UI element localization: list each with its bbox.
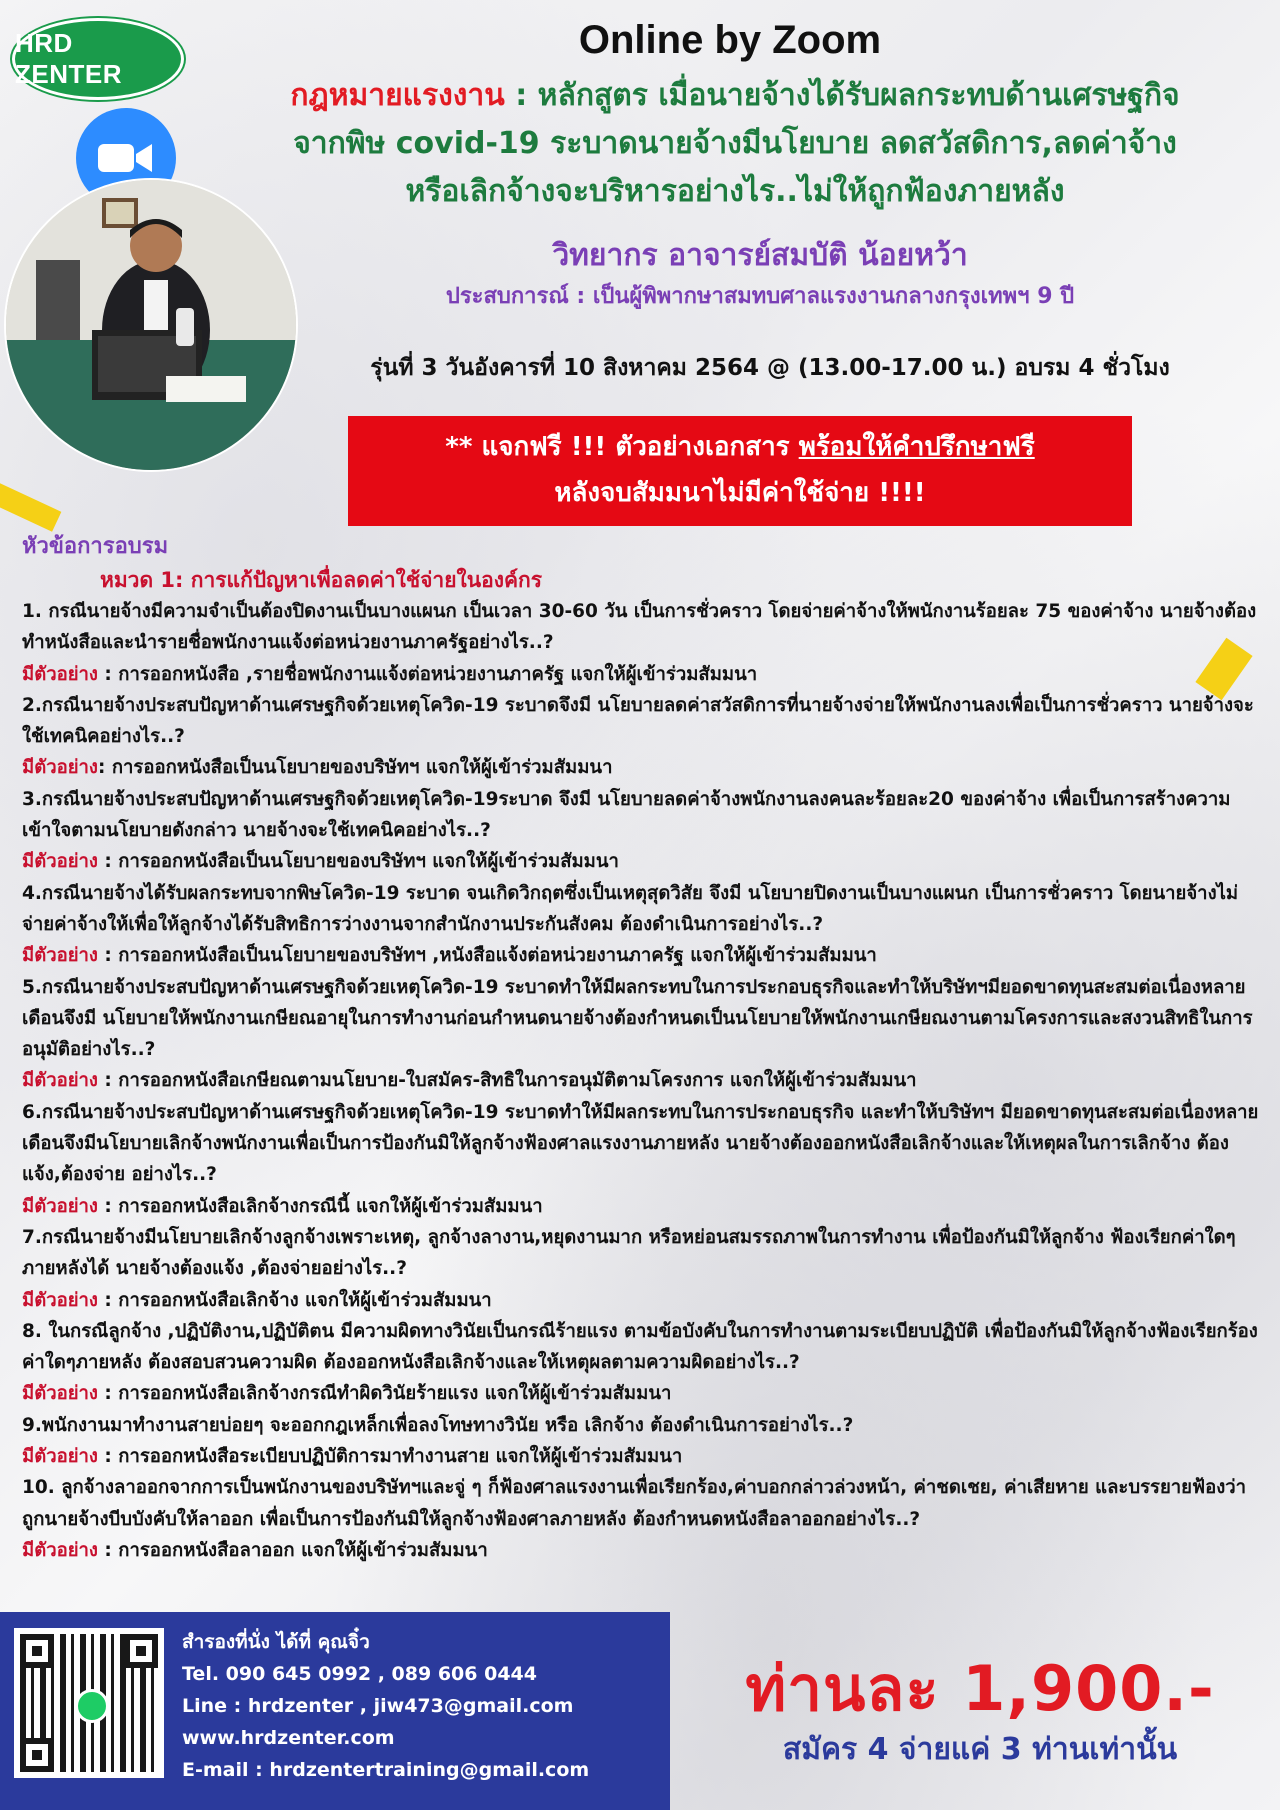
contact-phone[interactable]: Tel. 090 645 0992 , 089 606 0444 xyxy=(182,1663,537,1685)
contact-reserve: สำรองที่นั่ง ได้ที่ คุณจิ๋ว xyxy=(182,1631,370,1653)
course-line-3: หรือเลิกจ้างจะบริหารอย่างไร..ไม่ให้ถูกฟ้องภายหลัง xyxy=(405,174,1065,209)
price-label: ท่านละ 1,900.- xyxy=(745,1652,1215,1725)
course-line-1 xyxy=(200,72,1270,120)
qr-finder xyxy=(20,1738,54,1772)
session-info: รุ่นที่ 3 วันอังคารที่ 10 สิงหาคม 2564 @ (13.00-17.00 น.) อบรม 4 ชั่วโมง xyxy=(370,355,1170,381)
topic-item: 6.กรณีนายจ้างประสบปัญหาด้านเศรษฐกิจด้วยเหตุโควิด-19 ระบาดทำให้มีผลกระทบในการประกอบธุรกิจ และทำให้บริษัทฯ มียอดขาดทุนสะสมต่อเนื่องหลายเดือนจึงมีนโยบายเลิกจ้างพนักงานเพื่อเป็นการป้องกันมิให้ลูกจ้างฟ้องศาลแรงงานภายหลัง นายจ้างต้องออกหนังสือเลิกจ้างและให้เหตุผลในการเลิกจ้าง ต้องแจ้ง,ต้องจ่าย อย่างไร..? xyxy=(22,1101,1259,1186)
example-text: : การออกหนังสือระเบียบปฏิบัติการมาทำงานสาย แจกให้ผู้เข้าร่วมสัมมนา xyxy=(97,1446,683,1468)
logo-text: HRD ZENTER xyxy=(15,28,122,89)
course-line-1-text: : หลักสูตร เมื่อนายจ้างได้รับผลกระทบด้านเศรษฐกิจ xyxy=(504,78,1180,113)
free-offer-line-1 xyxy=(348,424,1132,470)
contact-email[interactable]: E-mail : hrdzentertraining@gmail.com xyxy=(182,1759,590,1781)
free-offer-banner xyxy=(348,416,1132,526)
free-offer-line-2: หลังจบสัมมนาไม่มีค่าใช้จ่าย !!!! xyxy=(554,478,926,508)
example-label: มีตัวอย่าง xyxy=(22,851,98,873)
group-promotion: สมัคร 4 จ่ายแค่ 3 ท่านเท่านั้น xyxy=(782,1732,1178,1767)
topic-item: 4.กรณีนายจ้างได้รับผลกระทบจากพิษโควิด-19 ระบาด จนเกิดวิกฤตซึ่งเป็นเหตุสุดวิสัย จึงมี นโยบายปิดงานเป็นบางแผนก เป็นการชั่วคราว โดยนายจ้างไม่จ่ายค่าจ้างให้เพื่อให้ลูกจ้างได้รับสิทธิการว่างงานจากสำนักงานประกันสังคม ต้องดำเนินการอย่างไร..? xyxy=(22,882,1239,935)
example-text: : การออกหนังสือเลิกจ้างกรณีทำผิดวินัยร้ายแรง แจกให้ผู้เข้าร่วมสัมมนา xyxy=(97,1383,672,1405)
example-text: : การออกหนังสือลาออก แจกให้ผู้เข้าร่วมสัมมนา xyxy=(97,1539,488,1561)
yellow-decoration xyxy=(0,482,61,532)
law-label: กฎหมายแรงงาน xyxy=(290,78,505,113)
example-label: มีตัวอย่าง xyxy=(22,663,98,685)
topic-example xyxy=(22,1378,1262,1409)
speaker-photo xyxy=(4,178,298,472)
qr-code[interactable] xyxy=(14,1628,164,1778)
speaker-experience: ประสบการณ์ : เป็นผู้พิพากษาสมทบศาลแรงงานกลางกรุงเทพฯ 9 ปี xyxy=(445,284,1075,309)
example-label: มีตัวอย่าง xyxy=(22,1195,98,1217)
topic-example xyxy=(22,846,1262,877)
contact-website[interactable]: www.hrdzenter.com xyxy=(182,1727,395,1749)
topics-heading: หัวข้อการอบรม xyxy=(22,534,169,559)
topic-example xyxy=(22,1191,1262,1222)
example-label: มีตัวอย่าง xyxy=(22,945,98,967)
topic-example xyxy=(22,1535,1262,1566)
page-title: Online by Zoom xyxy=(578,18,882,62)
qr-finder xyxy=(124,1634,158,1668)
topic-item: 5.กรณีนายจ้างประสบปัญหาด้านเศรษฐกิจด้วยเหตุโควิด-19 ระบาดทำให้มีผลกระทบในการประกอบธุรกิจและทำให้บริษัทฯมียอดขาดทุนสะสมต่อเนื่องหลายเดือนจึงมี นโยบายให้พนักงานเกษียณอายุในการทำงานก่อนกำหนดนายจ้างต้องกำหนดเป็นนโยบายให้พนักงานเกษียณงานตามโครงการและสงวนสิทธิในการอนุมัติอย่างไร..? xyxy=(22,976,1253,1061)
topic-item: 8. ในกรณีลูกจ้าง ,ปฏิบัติงาน,ปฏิบัติตน มีความผิดทางวินัยเป็นกรณีร้ายแรง ตามข้อบังคับในการทำงานตามระเบียบปฏิบัติ เพื่อป้องกันมิให้ลูกจ้างฟ้องเรียกร้องค่าใดๆภายหลัง ต้องสอบสวนความผิด ต้องออกหนังสือเลิกจ้างและให้เหตุผลตามความผิดอย่างไร..? xyxy=(22,1320,1258,1374)
contact-info xyxy=(182,1626,662,1786)
example-label: มีตัวอย่าง xyxy=(22,1539,98,1561)
topic-item: 9.พนักงานมาทำงานสายบ่อยๆ จะออกกฎเหล็กเพื่อลงโทษทางวินัย หรือ เลิกจ้าง ต้องดำเนินการอย่างไร..? xyxy=(22,1414,854,1436)
topic-example xyxy=(22,659,1262,690)
example-label: มีตัวอย่าง xyxy=(22,1070,98,1092)
example-text: : การออกหนังสือเลิกจ้าง แจกให้ผู้เข้าร่วมสัมมนา xyxy=(97,1289,492,1311)
free-offer-text: ** แจกฟรี !!! ตัวอย่างเอกสาร xyxy=(445,432,799,462)
example-label: มีตัวอย่าง xyxy=(22,1289,98,1311)
topic-item: 2.กรณีนายจ้างประสบปัญหาด้านเศรษฐกิจด้วยเหตุโควิด-19 ระบาดจึงมี นโยบายลดค่าสวัสดิการที่นายจ้างจ่ายให้พนักงานลงเพื่อเป็นการชั่วคราว นายจ้างจะใช้เทคนิคอย่างไร..? xyxy=(22,694,1254,748)
example-label: มีตัวอย่าง xyxy=(22,1446,98,1468)
speaker-name: วิทยากร อาจารย์สมบัติ น้อยหว้า xyxy=(552,238,968,273)
topic-example xyxy=(22,1065,1262,1096)
topic-item: 1. กรณีนายจ้างมีความจำเป็นต้องปิดงานเป็นบางแผนก เป็นเวลา 30-60 วัน เป็นการชั่วคราว โดยจ่ายค่าจ้างให้พนักงานร้อยละ 75 ของค่าจ้าง นายจ้างต้องทำหนังสือและนำรายชื่อพนักงานแจ้งต่อหน่วยงานภาครัฐอย่างไร..? xyxy=(22,601,1257,654)
topic-item: 7.กรณีนายจ้างมีนโยบายเลิกจ้างลูกจ้างเพราะเหตุ, ลูกจ้างลางาน,หยุดงานมาก หรือหย่อนสมรรถภาพในการทำงาน เพื่อป้องกันมิให้ลูกจ้าง ฟ้องเรียกค่าใดๆภายหลังได้ นายจ้างต้องแจ้ง ,ต้องจ่ายอย่างไร..? xyxy=(22,1226,1236,1280)
category-heading: หมวด 1: การแก้ปัญหาเพื่อลดค่าใช้จ่ายในองค์กร xyxy=(100,568,543,592)
topic-example xyxy=(22,1441,1262,1472)
example-label: มีตัวอย่าง xyxy=(22,757,98,779)
topic-item: 3.กรณีนายจ้างประสบปัญหาด้านเศรษฐกิจด้วยเหตุโควิด-19ระบาด จึงมี นโยบายลดค่าจ้างพนักงานลงคนละร้อยละ20 ของค่าจ้าง เพื่อเป็นการสร้างความเข้าใจตามนโยบายดังกล่าว นายจ้างจะใช้เทคนิคอย่างไร..? xyxy=(22,788,1231,842)
example-text: : การออกหนังสือเป็นนโยบายของบริษัทฯ ,หนังสือแจ้งต่อหน่วยงานภาครัฐ แจกให้ผู้เข้าร่วมสัมมนา xyxy=(97,945,877,967)
example-text: : การออกหนังสือเป็นนโยบายของบริษัทฯ แจกให้ผู้เข้าร่วมสัมมนา xyxy=(97,851,619,873)
topic-list xyxy=(22,596,1262,1566)
line-app-icon xyxy=(75,1689,109,1723)
example-text: : การออกหนังสือเลิกจ้างกรณีนี้ แจกให้ผู้เข้าร่วมสัมมนา xyxy=(97,1195,543,1217)
topic-example xyxy=(22,752,1262,783)
course-headline xyxy=(200,72,1270,216)
free-consult-text: พร้อมให้คำปรึกษาฟรี xyxy=(798,432,1035,462)
topic-item: 10. ลูกจ้างลาออกจากการเป็นพนักงานของบริษัทฯและจู่ ๆ ก็ฟ้องศาลแรงงานเพื่อเรียกร้อง,ค่าบอกกล่าวล่วงหน้า, ค่าชดเชย, ค่าเสียหาย และบรรยายฟ้องว่าถูกนายจ้างบีบบังคับให้ลาออก เพื่อเป็นการป้องกันมิให้ลูกจ้างฟ้องศาลภายหลัง ต้องกำหนดหนังสือลาออกอย่างไร..? xyxy=(22,1477,1247,1530)
topic-example xyxy=(22,940,1262,971)
qr-pattern xyxy=(20,1634,158,1772)
example-text: : การออกหนังสือเกษียณตามนโยบาย-ใบสมัคร-สิทธิในการอนุมัติตามโครงการ แจกให้ผู้เข้าร่วมสัมมนา xyxy=(97,1070,917,1092)
example-text: : การออกหนังสือเป็นนโยบายของบริษัทฯ แจกให้ผู้เข้าร่วมสัมมนา xyxy=(97,757,613,779)
qr-finder xyxy=(20,1634,54,1668)
example-label: มีตัวอย่าง xyxy=(22,1383,98,1405)
topic-example xyxy=(22,1285,1262,1316)
course-line-2: จากพิษ covid-19 ระบาดนายจ้างมีนโยบาย ลดสวัสดิการ,ลดค่าจ้าง xyxy=(293,126,1177,161)
example-text: : การออกหนังสือ ,รายชื่อพนักงานแจ้งต่อหน่วยงานภาครัฐ แจกให้ผู้เข้าร่วมสัมมนา xyxy=(97,663,758,685)
contact-line[interactable]: Line : hrdzenter , jiw473@gmail.com xyxy=(182,1695,574,1717)
